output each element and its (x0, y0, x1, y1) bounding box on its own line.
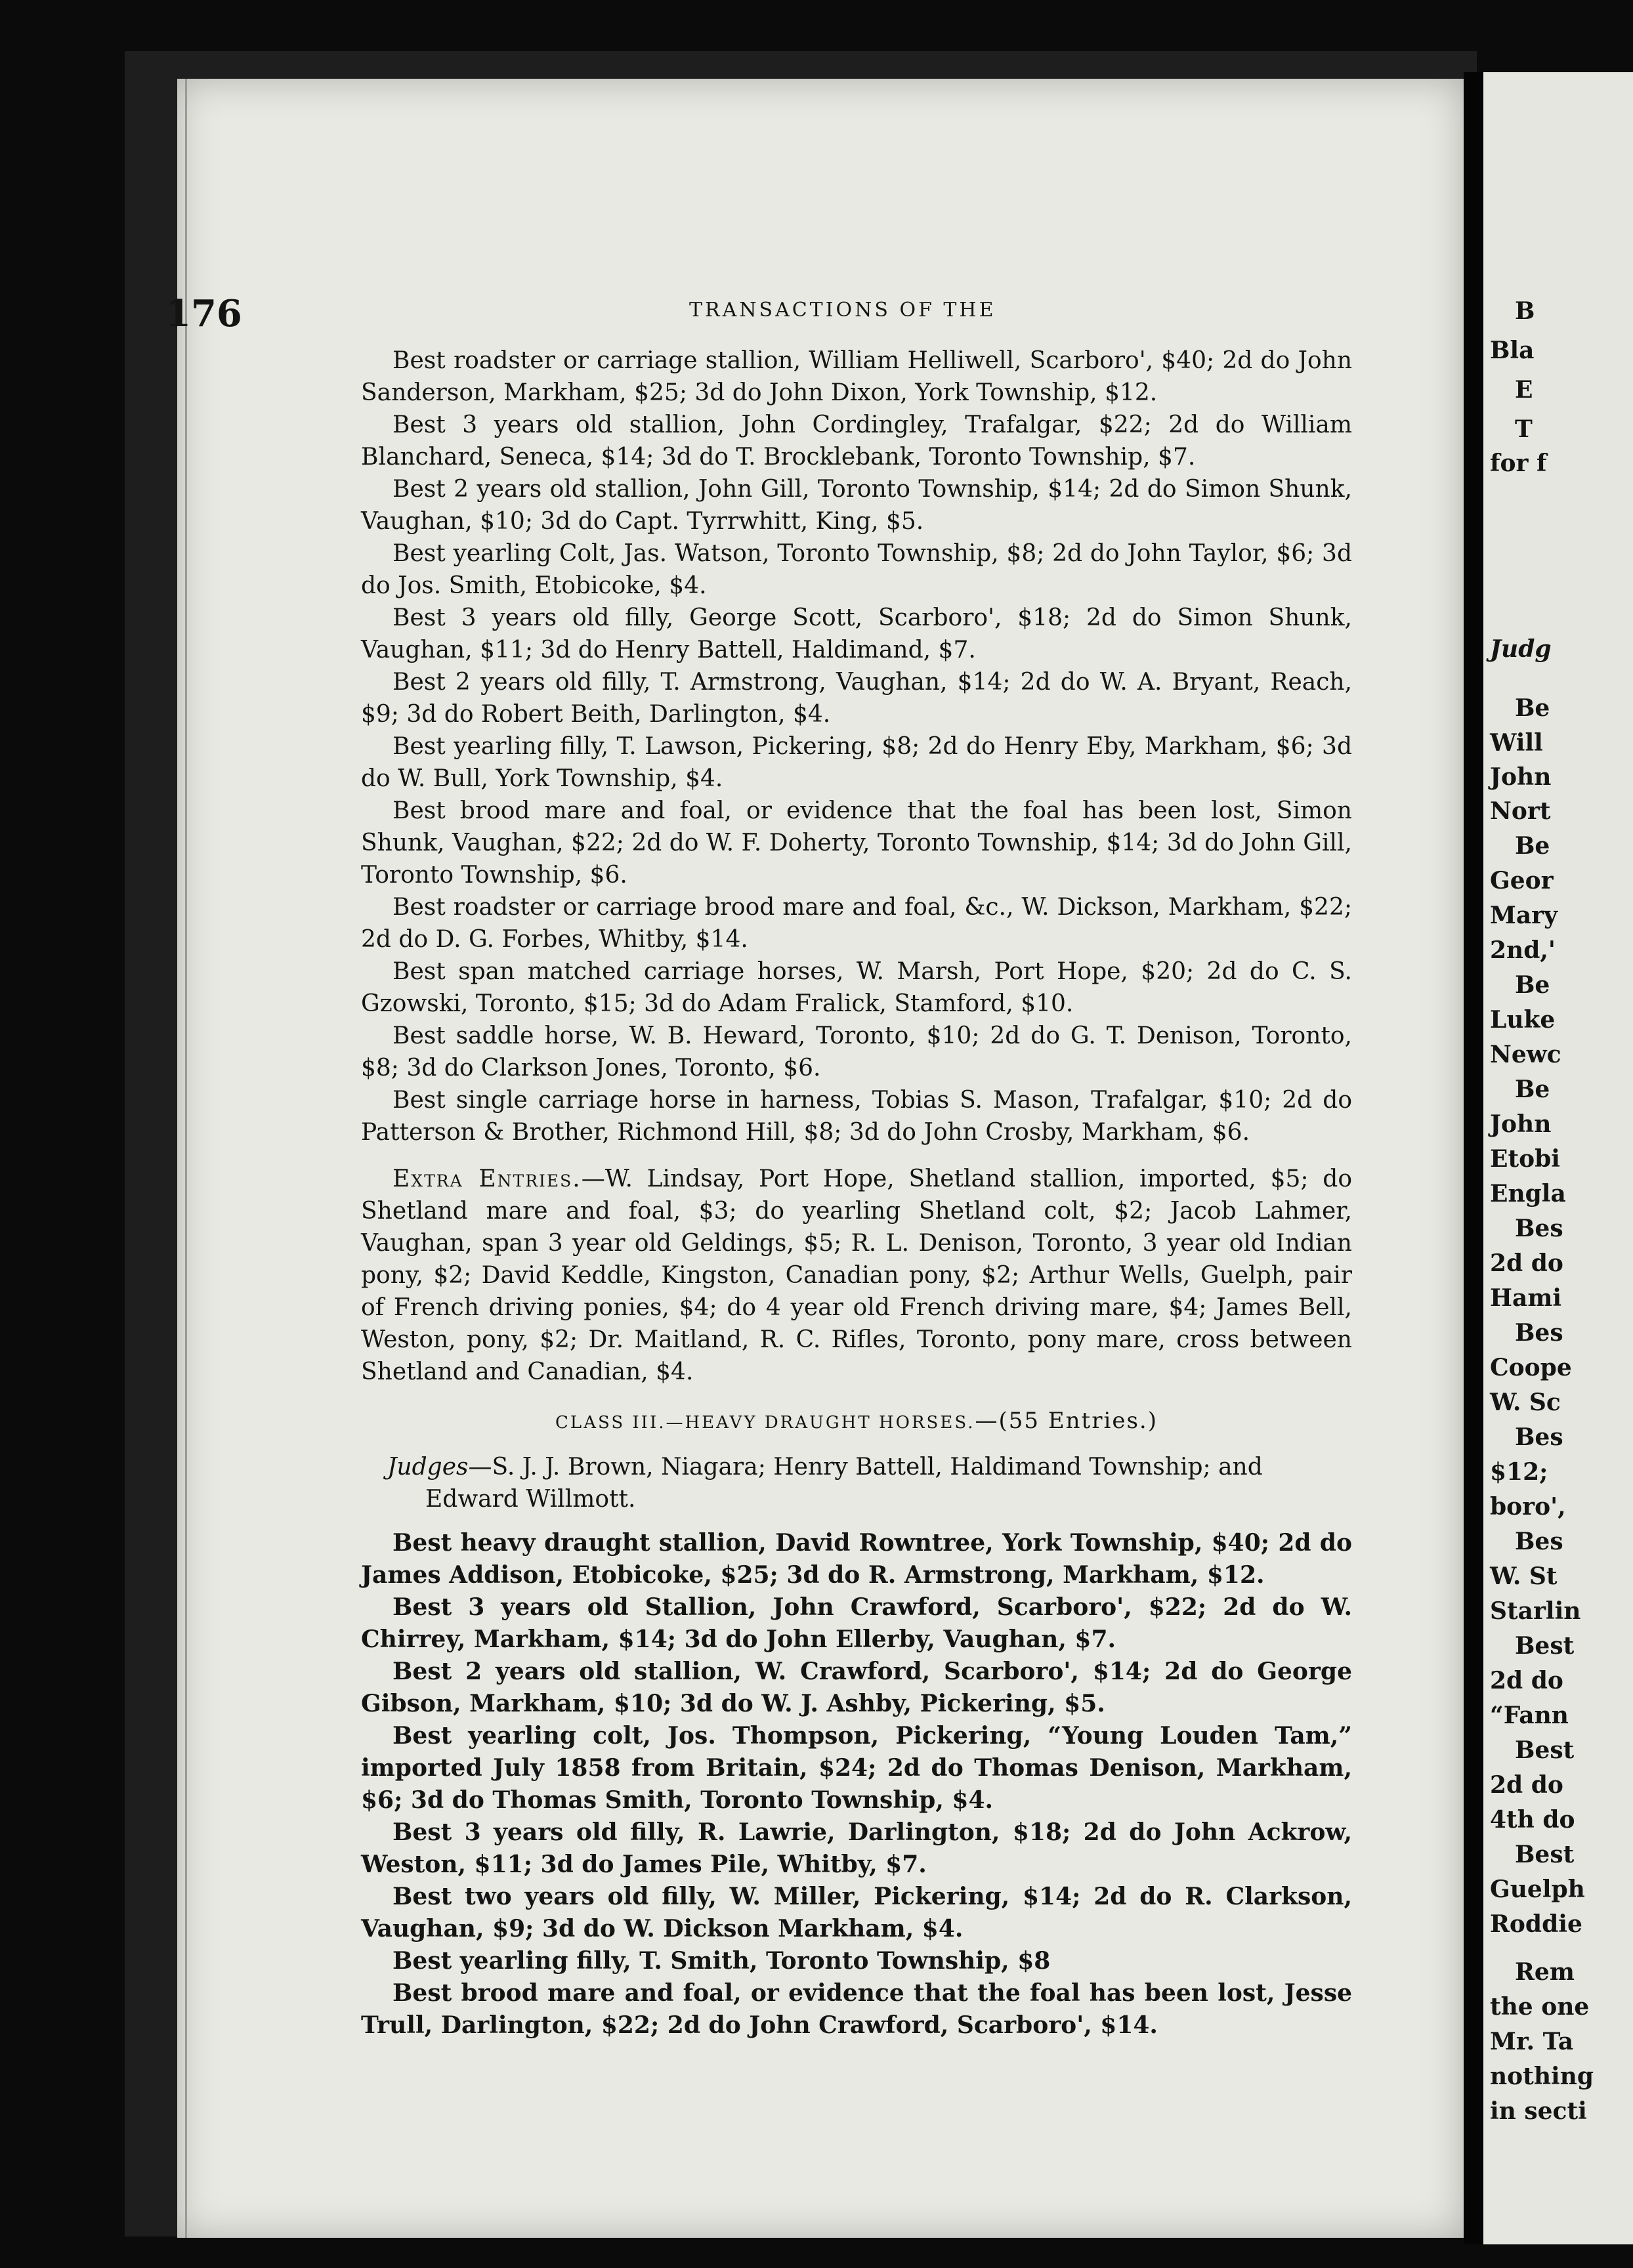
right-page-fragment: Best (1515, 1632, 1575, 1660)
extra-entries-lead: Extra Entries. (392, 1166, 582, 1192)
class3-paragraph: Best yearling filly, T. Smith, Toronto Township, $8 (392, 1947, 1051, 1975)
judges-line-1: —S. J. J. Brown, Niagara; Henry Battell, Haldimand Township; and (468, 1454, 1263, 1480)
right-page-fragment: Bes (1515, 1215, 1563, 1242)
right-page-fragment: W. St (1490, 1563, 1558, 1590)
judges-label: Judges (387, 1454, 469, 1480)
right-page-fragment: John (1490, 763, 1552, 791)
right-page-fragment: Judg (1490, 635, 1552, 663)
class3-paragraph: Best 2 years old stallion, W. Crawford, Scarboro', $14; 2d do George Gibson, Markham, $10; 3d do W. J. Ashby, Pickering, $5. (361, 1658, 1352, 1717)
right-page-fragment: John (1490, 1110, 1552, 1138)
right-page-fragment: T (1515, 415, 1533, 443)
right-page-fragment: W. Sc (1490, 1389, 1561, 1416)
award-paragraph: Best span matched carriage horses, W. Marsh, Port Hope, $20; 2d do C. S. Gzowski, Toronto, $15; 3d do Adam Fralick, Stamford, $10. (361, 958, 1352, 1017)
right-page-fragment: boro', (1490, 1493, 1566, 1521)
right-page-fragment: Guelph (1490, 1876, 1585, 1903)
judges-paragraph (361, 1451, 1352, 1515)
right-page-fragment: $12; (1490, 1458, 1548, 1486)
right-page-fragment: Bes (1515, 1319, 1563, 1347)
right-page-fragment: Roddie (1490, 1910, 1582, 1938)
right-page-fragment: Best (1515, 1736, 1575, 1764)
class3-paragraph: Best two years old filly, W. Miller, Pickering, $14; 2d do R. Clarkson, Vaughan, $9; 3d do W. Dickson Markham, $4. (361, 1883, 1352, 1942)
right-page-fragment: Bes (1515, 1528, 1563, 1555)
right-page-fragment: E (1515, 376, 1533, 404)
right-page-fragment: Hami (1490, 1284, 1562, 1312)
right-page-fragment: Be (1515, 1076, 1550, 1103)
class-title: CLASS III.—HEAVY DRAUGHT HORSES. (555, 1413, 975, 1433)
extra-entries-text: —W. Lindsay, Port Hope, Shetland stallion, imported, $5; do Shetland mare and foal, $3; do yearling Shetland colt, $2; Jacob Lahmer, Vaughan, span 3 year old Geldings, $5; R. L. Denison, Toronto, 3 year old Indian pony, $2; David Keddle, Kingston, Canadian pony, $2; Arthur Wells, Guelph, pair of French driving ponies, $4; do 4 year old French driving mare, $4; James Bell, Weston, pony, $2; Dr. Maitland, R. C. Rifles, Toronto, pony mare, cross between Shetland and Canadian, $4. (361, 1166, 1352, 1385)
class3-paragraph: Best heavy draught stallion, David Rowntree, York Township, $40; 2d do James Addison, Etobicoke, $25; 3d do R. Armstrong, Markham, $12. (361, 1529, 1352, 1589)
page-number: 176 (165, 292, 242, 335)
right-page-fragment: Be (1515, 832, 1550, 860)
award-paragraph: Best single carriage horse in harness, Tobias S. Mason, Trafalgar, $10; 2d do Patterson & Brother, Richmond Hill, $8; 3d do John Crosby, Markham, $6. (361, 1087, 1352, 1146)
right-page-fragment: 2d do (1490, 1771, 1563, 1799)
right-page-fragment: the one (1490, 1993, 1590, 2021)
right-page-fragment: Be (1515, 694, 1550, 722)
right-page-fragment: Be (1515, 971, 1550, 999)
page-edge-rule (185, 79, 187, 2238)
right-page-fragment: Rem (1515, 1958, 1575, 1986)
right-page-fragment: Bla (1490, 337, 1535, 364)
award-paragraph: Best roadster or carriage brood mare and foal, &c., W. Dickson, Markham, $22; 2d do D. G. Forbes, Whitby, $14. (361, 894, 1352, 953)
right-page-fragment: Bes (1515, 1423, 1563, 1451)
right-page-fragment: Mr. Ta (1490, 2028, 1574, 2055)
page-body (361, 345, 1352, 2042)
right-page-fragment: Engla (1490, 1180, 1566, 1208)
right-page-fragment: Newc (1490, 1041, 1561, 1068)
right-page-fragment: Luke (1490, 1006, 1556, 1034)
right-page-fragment: 4th do (1490, 1806, 1575, 1834)
extra-entries-paragraph (361, 1163, 1352, 1388)
award-paragraph: Best 3 years old filly, George Scott, Scarboro', $18; 2d do Simon Shunk, Vaughan, $11; 3d do Henry Battell, Haldimand, $7. (361, 604, 1352, 663)
right-page-fragment: 2nd,' (1490, 936, 1556, 964)
right-page (1483, 72, 1633, 2244)
right-page-fragment: nothing (1490, 2063, 1594, 2090)
award-paragraph: Best 2 years old filly, T. Armstrong, Vaughan, $14; 2d do W. A. Bryant, Reach, $9; 3d do Robert Beith, Darlington, $4. (361, 669, 1352, 728)
right-page-fragment: Will (1490, 729, 1543, 757)
right-page-fragment: Etobi (1490, 1145, 1560, 1173)
award-paragraph: Best 3 years old stallion, John Cordingley, Trafalgar, $22; 2d do William Blanchard, Seneca, $14; 3d do T. Brocklebank, Toronto Township, $7. (361, 411, 1352, 471)
award-paragraph: Best brood mare and foal, or evidence that the foal has been lost, Simon Shunk, Vaughan, $22; 2d do W. F. Doherty, Toronto Township, $14; 3d do John Gill, Toronto Township, $6. (361, 797, 1352, 889)
book-gutter (1464, 72, 1483, 2244)
class-entries-count: —(55 Entries.) (975, 1408, 1158, 1434)
judges-line-2: Edward Willmott. (425, 1486, 636, 1513)
right-page-fragment: Best (1515, 1841, 1575, 1868)
right-page-fragment: 2d do (1490, 1667, 1563, 1694)
class3-paragraph: Best 3 years old filly, R. Lawrie, Darlington, $18; 2d do John Ackrow, Weston, $11; 3d do James Pile, Whitby, $7. (361, 1818, 1352, 1878)
class-heading (361, 1405, 1352, 1439)
running-head: TRANSACTIONS OF THE (689, 299, 996, 322)
award-paragraph: Best saddle horse, W. B. Heward, Toronto, $10; 2d do G. T. Denison, Toronto, $8; 3d do Clarkson Jones, Toronto, $6. (361, 1022, 1352, 1082)
right-page-fragment: “Fann (1490, 1702, 1569, 1729)
right-page-fragment: in secti (1490, 2097, 1587, 2125)
award-paragraph: Best roadster or carriage stallion, William Helliwell, Scarboro', $40; 2d do John Sanderson, Markham, $25; 3d do John Dixon, York Township, $12. (361, 347, 1352, 406)
award-paragraph: Best 2 years old stallion, John Gill, Toronto Township, $14; 2d do Simon Shunk, Vaughan, $10; 3d do Capt. Tyrrwhitt, King, $5. (361, 476, 1352, 535)
class3-paragraph: Best brood mare and foal, or evidence that the foal has been lost, Jesse Trull, Darlington, $22; 2d do John Crawford, Scarboro', $14. (361, 1979, 1352, 2039)
right-page-fragment: for f (1490, 450, 1547, 477)
right-page-fragment: Starlin (1490, 1597, 1581, 1625)
award-paragraph: Best yearling Colt, Jas. Watson, Toronto Township, $8; 2d do John Taylor, $6; 3d do Jos. Smith, Etobicoke, $4. (361, 540, 1352, 599)
class3-paragraph: Best yearling colt, Jos. Thompson, Pickering, “Young Louden Tam,” imported July 1858 from Britain, $24; 2d do Thomas Denison, Markham, $6; 3d do Thomas Smith, Toronto Township, $4. (361, 1722, 1352, 1814)
right-page-fragment: Mary (1490, 902, 1558, 929)
right-page-fragment: Nort (1490, 797, 1551, 825)
award-paragraph: Best yearling filly, T. Lawson, Pickering, $8; 2d do Henry Eby, Markham, $6; 3d do W. Bull, York Township, $4. (361, 733, 1352, 792)
right-page-fragment: Coope (1490, 1354, 1572, 1381)
class3-paragraph: Best 3 years old Stallion, John Crawford, Scarboro', $22; 2d do W. Chirrey, Markham, $14; 3d do John Ellerby, Vaughan, $7. (361, 1593, 1352, 1653)
right-page-fragment: 2d do (1490, 1250, 1563, 1277)
right-page-fragment: B (1515, 297, 1535, 325)
right-page-fragment: Geor (1490, 867, 1554, 894)
